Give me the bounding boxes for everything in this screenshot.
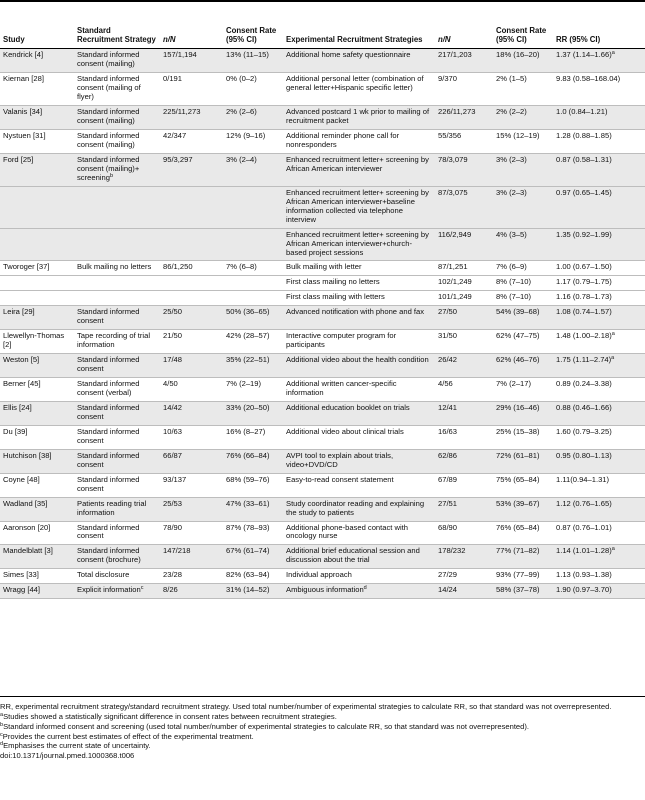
cell-experimental-rate: 53% (39–67) — [493, 497, 553, 521]
cell-experimental-nn: 27/29 — [435, 569, 493, 584]
header-standard-strategy: Standard Recruitment Strategy — [74, 26, 160, 49]
cell-standard-nn: 23/28 — [160, 569, 223, 584]
cell-study: Tworoger [37] — [0, 261, 74, 276]
cell-experimental-nn: 26/42 — [435, 354, 493, 378]
cell-experimental-nn: 78/3,079 — [435, 153, 493, 186]
cell-study: Nystuen [31] — [0, 130, 74, 154]
table-row — [0, 473, 645, 497]
cell-study — [0, 228, 74, 261]
cell-standard-strategy: Standard informed consent (mailing) — [74, 130, 160, 154]
cell-rr: 1.90 (0.97–3.70) — [553, 584, 645, 599]
cell-experimental-strategy: Additional video about clinical trials — [283, 425, 435, 449]
cell-rr: 1.12 (0.76–1.65) — [553, 497, 645, 521]
cell-experimental-strategy: Bulk mailing with letter — [283, 261, 435, 276]
cell-standard-rate: 67% (61–74) — [223, 545, 283, 569]
cell-experimental-nn: 27/50 — [435, 306, 493, 330]
cell-standard-rate: 12% (9–16) — [223, 130, 283, 154]
cell-experimental-rate: 3% (2–3) — [493, 153, 553, 186]
table-row — [0, 261, 645, 276]
cell-standard-rate: 31% (14–52) — [223, 584, 283, 599]
cell-experimental-strategy: Additional reminder phone call for nonresponders — [283, 130, 435, 154]
cell-study: Kendrick [4] — [0, 49, 74, 73]
cell-standard-nn: 157/1,194 — [160, 49, 223, 73]
cell-standard-strategy — [74, 276, 160, 291]
table-row — [0, 425, 645, 449]
header-standard-rate: Consent Rate (95% CI) — [223, 26, 283, 49]
cell-experimental-rate: 15% (12–19) — [493, 130, 553, 154]
recruitment-strategies-table — [0, 26, 645, 599]
table-row — [0, 306, 645, 330]
cell-study: Kiernan [28] — [0, 73, 74, 106]
cell-experimental-rate: 7% (2–17) — [493, 378, 553, 402]
cell-rr: 1.28 (0.88–1.85) — [553, 130, 645, 154]
footnote-mark: c — [0, 731, 3, 738]
cell-study: Wragg [44] — [0, 584, 74, 599]
cell-standard-strategy: Standard informed consent — [74, 401, 160, 425]
table-footnotes — [0, 696, 645, 761]
cell-study: Ellis [24] — [0, 401, 74, 425]
cell-experimental-rate: 8% (7–10) — [493, 291, 553, 306]
cell-study: Hutchison [38] — [0, 449, 74, 473]
footnote-mark: a — [611, 546, 615, 553]
cell-standard-nn — [160, 186, 223, 228]
header-experimental-nn: n/N — [435, 26, 493, 49]
cell-study — [0, 291, 74, 306]
cell-experimental-nn: 178/232 — [435, 545, 493, 569]
cell-standard-nn: 0/191 — [160, 73, 223, 106]
cell-study — [0, 186, 74, 228]
table-row — [0, 228, 645, 261]
cell-experimental-nn: 68/90 — [435, 521, 493, 545]
table-row — [0, 354, 645, 378]
cell-standard-rate: 87% (78–93) — [223, 521, 283, 545]
cell-standard-strategy: Total disclosure — [74, 569, 160, 584]
cell-experimental-strategy: First class mailing no letters — [283, 276, 435, 291]
table-row — [0, 401, 645, 425]
cell-rr: 1.0 (0.84–1.21) — [553, 106, 645, 130]
cell-rr: 1.17 (0.79–1.75) — [553, 276, 645, 291]
table-row — [0, 106, 645, 130]
cell-experimental-nn: 9/370 — [435, 73, 493, 106]
cell-experimental-rate: 25% (15–38) — [493, 425, 553, 449]
cell-experimental-strategy: Study coordinator reading and explaining the study to patients — [283, 497, 435, 521]
table-row — [0, 291, 645, 306]
cell-standard-rate: 35% (22–51) — [223, 354, 283, 378]
header-standard-nn: n/N — [160, 26, 223, 49]
cell-standard-nn: 25/53 — [160, 497, 223, 521]
cell-standard-rate: 42% (28–57) — [223, 330, 283, 354]
cell-standard-strategy — [74, 186, 160, 228]
cell-standard-strategy — [74, 291, 160, 306]
cell-standard-nn: 25/50 — [160, 306, 223, 330]
cell-standard-rate: 47% (33–61) — [223, 497, 283, 521]
footnote-mark: a — [0, 711, 4, 718]
cell-study: Du [39] — [0, 425, 74, 449]
cell-standard-rate: 50% (36–65) — [223, 306, 283, 330]
cell-experimental-strategy: Advanced notification with phone and fax — [283, 306, 435, 330]
cell-rr: 1.75 $(1.11-2.74)^a$ — [553, 354, 645, 378]
cell-experimental-nn: 217/1,203 — [435, 49, 493, 73]
cell-standard-strategy: Standard informed consent — [74, 521, 160, 545]
table-row — [0, 153, 645, 186]
cell-experimental-nn: 101/1,249 — [435, 291, 493, 306]
cell-experimental-strategy: Additional written cancer-specific information — [283, 378, 435, 402]
cell-standard-strategy — [74, 228, 160, 261]
cell-rr: 0.87 (0.58–1.31) — [553, 153, 645, 186]
table-header-row — [0, 26, 645, 49]
table-row — [0, 497, 645, 521]
cell-experimental-nn: 55/356 — [435, 130, 493, 154]
cell-experimental-nn: 4/56 — [435, 378, 493, 402]
cell-study: Simes [33] — [0, 569, 74, 584]
cell-experimental-strategy: Advanced postcard 1 wk prior to mailing of recruitment packet — [283, 106, 435, 130]
cell-experimental-strategy: Additional home safety questionnaire — [283, 49, 435, 73]
cell-standard-rate — [223, 186, 283, 228]
cell-study: Leira [29] — [0, 306, 74, 330]
cell-experimental-rate: 72% (61–81) — [493, 449, 553, 473]
cell-rr: 0.95 (0.80–1.13) — [553, 449, 645, 473]
footnote-mark: a — [611, 331, 615, 338]
cell-standard-strategy: Standard informed consent (mailing of flyer) — [74, 73, 160, 106]
cell-standard-nn: 95/3,297 — [160, 153, 223, 186]
cell-experimental-nn: 16/63 — [435, 425, 493, 449]
cell-standard-rate: 76% (66–84) — [223, 449, 283, 473]
cell-experimental-nn: 62/86 — [435, 449, 493, 473]
header-study: Study — [0, 26, 74, 49]
footnote-mark: d — [363, 585, 367, 592]
cell-rr: 1.60 (0.79–3.25) — [553, 425, 645, 449]
footnote-mark: a — [611, 355, 615, 362]
footnote-item: $^d$Emphasises the current state of uncertainty. — [0, 741, 151, 751]
cell-experimental-rate: 58% (37–78) — [493, 584, 553, 599]
cell-standard-strategy: Tape recording of trial information — [74, 330, 160, 354]
cell-rr: 0.97 (0.65–1.45) — [553, 186, 645, 228]
cell-standard-rate: 3% (2–4) — [223, 153, 283, 186]
cell-standard-rate — [223, 276, 283, 291]
cell-rr: 1.16 (0.78–1.73) — [553, 291, 645, 306]
footnote-abbreviation: RR, experimental recruitment strategy/standard recruitment strategy. Used total number/number of experimental strategies to calculate RR, so that standard was not overrepresented. — [0, 702, 612, 711]
cell-experimental-rate: 62% (47–75) — [493, 330, 553, 354]
cell-study: Llewellyn-Thomas [2] — [0, 330, 74, 354]
cell-standard-nn — [160, 228, 223, 261]
cell-experimental-strategy: Additional personal letter (combination of general letter+Hispanic specific letter) — [283, 73, 435, 106]
cell-rr: 1.48 $(1.00-2.18)^a$ — [553, 330, 645, 354]
footnote-doi: doi:10.1371/journal.pmed.1000368.t006 — [0, 751, 135, 761]
cell-experimental-nn: 87/1,251 — [435, 261, 493, 276]
table-row — [0, 584, 645, 599]
cell-standard-strategy: Standard informed consent — [74, 425, 160, 449]
cell-rr: 1.08 (0.74–1.57) — [553, 306, 645, 330]
cell-standard-rate: 33% (20–50) — [223, 401, 283, 425]
cell-experimental-rate: 2% (1–5) — [493, 73, 553, 106]
cell-standard-nn: 21/50 — [160, 330, 223, 354]
cell-experimental-strategy: Ambiguous information$^d$ — [283, 584, 435, 599]
cell-study: Weston [5] — [0, 354, 74, 378]
cell-experimental-nn: 67/89 — [435, 473, 493, 497]
cell-rr: 0.87 (0.76–1.01) — [553, 521, 645, 545]
cell-standard-nn: 225/11,273 — [160, 106, 223, 130]
cell-standard-strategy: Standard informed consent (brochure) — [74, 545, 160, 569]
cell-standard-strategy: Bulk mailing no letters — [74, 261, 160, 276]
cell-experimental-nn: 31/50 — [435, 330, 493, 354]
table-row — [0, 449, 645, 473]
footnote-mark: b — [0, 721, 4, 728]
cell-standard-rate: 68% (59–76) — [223, 473, 283, 497]
table-row — [0, 73, 645, 106]
cell-standard-nn: 17/48 — [160, 354, 223, 378]
table-row — [0, 186, 645, 228]
cell-standard-nn — [160, 291, 223, 306]
cell-standard-rate: 7% (6–8) — [223, 261, 283, 276]
cell-experimental-nn: 102/1,249 — [435, 276, 493, 291]
cell-study: Aaronson [20] — [0, 521, 74, 545]
table-row — [0, 569, 645, 584]
cell-standard-rate: 7% (2–19) — [223, 378, 283, 402]
cell-experimental-rate: 18% (16–20) — [493, 49, 553, 73]
cell-standard-nn: 10/63 — [160, 425, 223, 449]
cell-experimental-nn: 226/11,273 — [435, 106, 493, 130]
cell-experimental-nn: 12/41 — [435, 401, 493, 425]
table-top-rule — [0, 0, 645, 2]
footnote-mark: b — [109, 172, 113, 179]
cell-standard-nn: 66/87 — [160, 449, 223, 473]
footnote-item: $^b$Standard informed consent and screening (used total number/number of experimental strategies to calculate RR, so that standard was not overrepresented). — [0, 721, 530, 731]
cell-experimental-strategy: Individual approach — [283, 569, 435, 584]
cell-standard-nn: 8/26 — [160, 584, 223, 599]
footnote-item: $^a$Studies showed a statistically significant difference in consent rates between recruitment strategies. — [0, 711, 337, 721]
cell-study: Mandelblatt [3] — [0, 545, 74, 569]
cell-experimental-strategy: Additional education booklet on trials — [283, 401, 435, 425]
cell-experimental-nn: 14/24 — [435, 584, 493, 599]
cell-experimental-rate: 2% (2–2) — [493, 106, 553, 130]
cell-experimental-rate: 77% (71–82) — [493, 545, 553, 569]
footnote-mark: c — [140, 585, 144, 592]
cell-rr: 1.35 (0.92–1.99) — [553, 228, 645, 261]
table-row — [0, 378, 645, 402]
footnote-list — [0, 712, 645, 751]
table-row — [0, 521, 645, 545]
cell-standard-rate — [223, 228, 283, 261]
cell-study: Valanis [34] — [0, 106, 74, 130]
cell-standard-nn: 86/1,250 — [160, 261, 223, 276]
cell-experimental-nn: 116/2,949 — [435, 228, 493, 261]
cell-experimental-rate: 93% (77–99) — [493, 569, 553, 584]
cell-experimental-strategy: Interactive computer program for participants — [283, 330, 435, 354]
cell-experimental-rate: 8% (7–10) — [493, 276, 553, 291]
header-experimental-rate: Consent Rate (95% CI) — [493, 26, 553, 49]
cell-experimental-rate: 3% (2–3) — [493, 186, 553, 228]
cell-standard-strategy: Explicit information$^c$ — [74, 584, 160, 599]
cell-standard-nn: 93/137 — [160, 473, 223, 497]
cell-rr: 1.13 (0.93–1.38) — [553, 569, 645, 584]
cell-standard-rate: 16% (8–27) — [223, 425, 283, 449]
header-rr: RR (95% CI) — [553, 26, 645, 49]
table-body — [0, 49, 645, 599]
table-row — [0, 330, 645, 354]
cell-standard-strategy: Standard informed consent (verbal) — [74, 378, 160, 402]
cell-rr: 1.00 (0.67–1.50) — [553, 261, 645, 276]
footnote-mark: d — [0, 741, 4, 748]
cell-standard-strategy: Standard informed consent — [74, 354, 160, 378]
cell-rr: 1.37 $(1.14-1.66)^a$ — [553, 49, 645, 73]
cell-experimental-rate: 54% (39–68) — [493, 306, 553, 330]
cell-experimental-nn: 87/3,075 — [435, 186, 493, 228]
table-row — [0, 130, 645, 154]
cell-experimental-strategy: AVPI tool to explain about trials, video+DVD/CD — [283, 449, 435, 473]
cell-study — [0, 276, 74, 291]
cell-standard-rate — [223, 291, 283, 306]
cell-standard-nn: 4/50 — [160, 378, 223, 402]
cell-experimental-strategy: First class mailing with letters — [283, 291, 435, 306]
cell-rr: 9.83 (0.58–168.04) — [553, 73, 645, 106]
cell-standard-rate: 2% (2–6) — [223, 106, 283, 130]
cell-standard-rate: 0% (0–2) — [223, 73, 283, 106]
cell-standard-strategy: Patients reading trial information — [74, 497, 160, 521]
cell-study: Coyne [48] — [0, 473, 74, 497]
cell-standard-strategy: Standard informed consent (mailing) — [74, 106, 160, 130]
cell-experimental-rate: 62% (46–76) — [493, 354, 553, 378]
cell-standard-nn: 14/42 — [160, 401, 223, 425]
cell-experimental-rate: 29% (16–46) — [493, 401, 553, 425]
cell-standard-nn — [160, 276, 223, 291]
cell-experimental-strategy: Enhanced recruitment letter+ screening by African American interviewer — [283, 153, 435, 186]
cell-experimental-rate: 4% (3–5) — [493, 228, 553, 261]
cell-rr: 1.11(0.94–1.31) — [553, 473, 645, 497]
cell-experimental-rate: 75% (65–84) — [493, 473, 553, 497]
cell-experimental-strategy: Enhanced recruitment letter+ screening by African American interviewer+church-based project sessions — [283, 228, 435, 261]
cell-experimental-strategy: Enhanced recruitment letter+ screening by African American interviewer+baseline information collected via telephone interview — [283, 186, 435, 228]
cell-experimental-strategy: Additional phone-based contact with oncology nurse — [283, 521, 435, 545]
cell-rr: 0.89 (0.24–3.38) — [553, 378, 645, 402]
cell-standard-rate: 82% (63–94) — [223, 569, 283, 584]
cell-standard-strategy: Standard informed consent (mailing)+ screening$^b$ — [74, 153, 160, 186]
footnote-mark: a — [611, 50, 615, 57]
cell-rr: 0.88 (0.46–1.66) — [553, 401, 645, 425]
cell-standard-nn: 42/347 — [160, 130, 223, 154]
cell-experimental-strategy: Additional video about the health condition — [283, 354, 435, 378]
cell-experimental-rate: 7% (6–9) — [493, 261, 553, 276]
cell-standard-strategy: Standard informed consent — [74, 306, 160, 330]
cell-study: Wadland [35] — [0, 497, 74, 521]
footnote-item: $^c$Provides the current best estimates of effect of the experimental treatment. — [0, 731, 254, 741]
table-row — [0, 276, 645, 291]
cell-standard-nn: 78/90 — [160, 521, 223, 545]
cell-experimental-strategy: Additional brief educational session and discussion about the trial — [283, 545, 435, 569]
table-row — [0, 545, 645, 569]
cell-standard-rate: 13% (11–15) — [223, 49, 283, 73]
cell-standard-strategy: Standard informed consent — [74, 473, 160, 497]
cell-rr: 1.14 $(1.01-1.28)^a$ — [553, 545, 645, 569]
cell-standard-strategy: Standard informed consent — [74, 449, 160, 473]
cell-standard-nn: 147/218 — [160, 545, 223, 569]
cell-study: Berner [45] — [0, 378, 74, 402]
cell-experimental-strategy: Easy-to-read consent statement — [283, 473, 435, 497]
header-experimental-strategy: Experimental Recruitment Strategies — [283, 26, 435, 49]
cell-experimental-rate: 76% (65–84) — [493, 521, 553, 545]
table-row — [0, 49, 645, 73]
cell-study: Ford [25] — [0, 153, 74, 186]
cell-standard-strategy: Standard informed consent (mailing) — [74, 49, 160, 73]
cell-experimental-nn: 27/51 — [435, 497, 493, 521]
